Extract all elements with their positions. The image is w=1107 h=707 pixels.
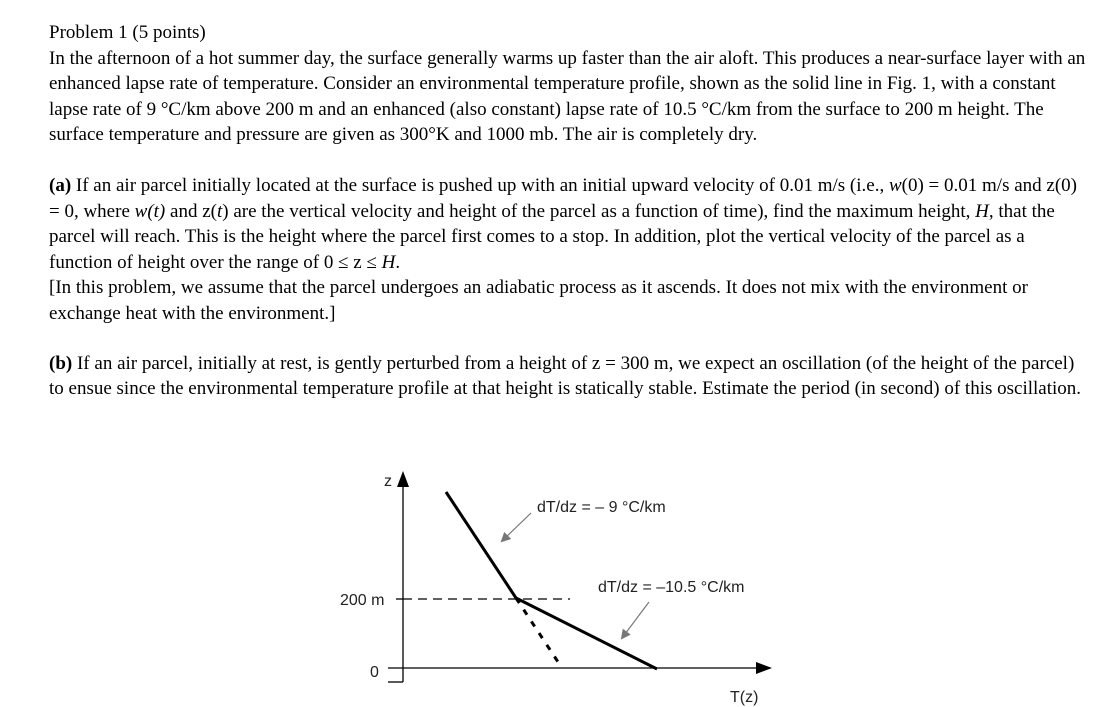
upper-label-arrow [502,513,531,541]
profile-lower-segment [516,598,657,669]
tick-200-label: 200 m [340,592,385,609]
part-a: (a) If an air parcel initially located at the surface is pushed up with an initial upward velocity of 0.01 m/s (i.e., w(0) = 0.01 m/s and z(0) = 0, where w(t) and z(t) are the vertical velocity and height of the parcel as a function of time), find the maximum height, H, that the parcel will reach. This is the height where the parcel first comes to a stop. In addition, plot the vertical velocity of the parcel as a function of height over the range of 0 ≤ z ≤ H. [49,174,1077,273]
z-axis-label: z [384,473,392,490]
problem-intro: In the afternoon of a hot summer day, the surface generally warms up faster than the air aloft. This produces a near-surface layer with an enhanced lapse rate of temperature. Consider an environmental temperature profile, shown as the solid line in Fig. 1, with a constant lapse rate of 9 °C/km above 200 m and an enhanced (also constant) lapse rate of 10.5 °C/km from the surface to 200 m height. The surface temperature and pressure are given as 300°K and 1000 mb. The air is completely dry. [49,47,1086,146]
part-b: (b) If an air parcel, initially at rest, is gently perturbed from a height of z = 300 m, we expect an oscillation (of the height of the parcel) to ensue since the environmental temperature profile at that height is statically stable. Estimate the period (in second) of this oscillation. [49,352,1082,400]
problem-heading: Problem 1 (5 points) [49,22,206,43]
lower-lapse-rate-label: dT/dz = –10.5 °C/km [598,579,745,596]
part-b-label: (b) [49,352,73,374]
t-axis-arrowhead [756,662,772,674]
lower-label-arrow [622,602,649,638]
profile-upper-segment [446,492,516,598]
upper-lapse-rate-label: dT/dz = – 9 °C/km [537,499,666,516]
tick-0-label: 0 [370,664,379,681]
part-a-label: (a) [49,174,72,196]
z-axis-arrowhead [397,471,409,487]
part-a-note: [In this problem, we assume that the parcel undergoes an adiabatic process as it ascends. It does not mix with the environment or exchange heat with the environment.] [49,277,1028,324]
t-axis-label: T(z) [730,689,759,706]
